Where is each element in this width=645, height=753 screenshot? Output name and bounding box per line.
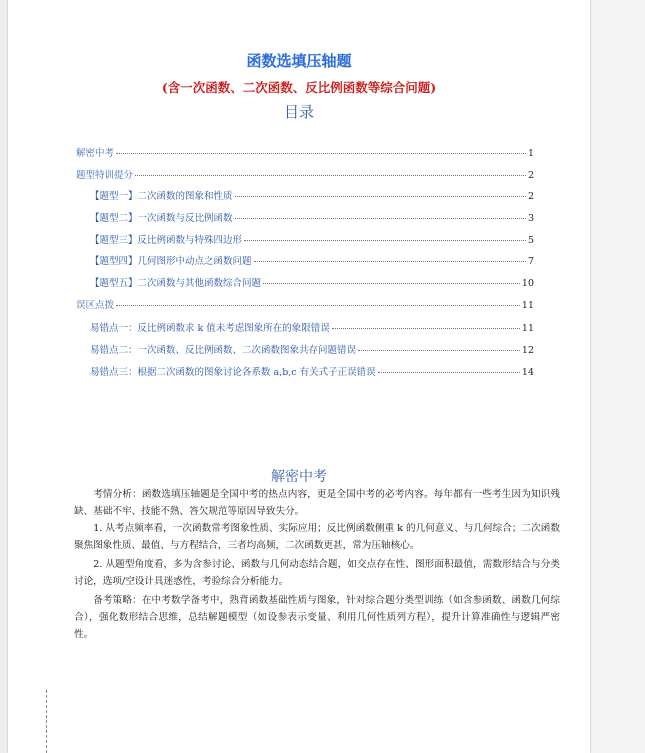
toc-entry-label: 误区点拨 [76, 300, 115, 311]
toc-entry-page: 7 [527, 256, 534, 267]
toc-leader [235, 218, 526, 219]
toc-entry[interactable] [90, 188, 534, 202]
toc-entry[interactable] [90, 275, 534, 289]
document-page [8, 0, 590, 753]
toc-entry[interactable] [90, 320, 534, 334]
scrollbar-track[interactable] [590, 0, 645, 753]
toc-entry-page: 2 [527, 191, 534, 202]
toc-entry[interactable] [90, 210, 534, 224]
toc-entry[interactable] [90, 364, 534, 378]
toc-entry[interactable] [76, 297, 534, 311]
table-of-contents [8, 0, 590, 380]
toc-entry-page: 11 [521, 300, 534, 311]
toc-entry-label: 易错点一：反比例函数求 k 值未考虑图象所在的象限错误 [90, 323, 330, 334]
toc-entry-page: 11 [521, 323, 534, 334]
margin-guide-line [46, 690, 47, 753]
toc-leader [244, 240, 526, 241]
toc-leader [378, 372, 520, 373]
toc-entry-page: 1 [527, 148, 534, 159]
toc-entry-label: 【题型一】二次函数的图象和性质 [90, 191, 233, 202]
toc-entry[interactable] [90, 342, 534, 356]
toc-leader [116, 305, 520, 306]
paragraph-question-type: 2. 从题型角度看，多为含参讨论、函数与几何动态结合题，如交点存在性、图形面积最值，需数形结合与分类讨论，选项/空设计具迷惑性，考验综合分析能力。 [74, 559, 560, 587]
toc-leader [332, 328, 520, 329]
toc-entry-label: 解密中考 [76, 148, 115, 159]
toc-leader [358, 350, 520, 351]
toc-leader [235, 196, 526, 197]
toc-entry-label: 【题型三】反比例函数与特殊四边形 [90, 235, 243, 246]
toc-leader [135, 175, 526, 176]
toc-entry[interactable] [76, 145, 534, 159]
toc-entry-page: 3 [527, 213, 534, 224]
toc-entry-label: 易错点三：根据二次函数的图象讨论各系数 a,b,c 有关式子正误错误 [90, 367, 376, 378]
toc-entry-page: 2 [527, 170, 534, 181]
toc-entry[interactable] [90, 253, 534, 267]
toc-entry-page: 5 [527, 235, 534, 246]
toc-leader [116, 153, 526, 154]
toc-entry-label: 【题型二】一次函数与反比例函数 [90, 213, 233, 224]
toc-leader [254, 261, 526, 262]
toc-entry-page: 12 [521, 345, 534, 356]
toc-entry-label: 【题型四】几何图形中动点之函数问题 [90, 256, 252, 267]
paragraph-point-frequency: 1. 从考点频率看，一次函数常考图象性质、实际应用；反比例函数侧重 k 的几何意义、与几何综合；二次函数聚焦图象性质、最值、与方程结合，三者均高频，二次函数更甚，常为压轴核心。 [74, 523, 560, 551]
section-title: 解密中考 [271, 469, 327, 485]
toc-entry[interactable] [76, 167, 534, 181]
toc-entry-page: 10 [521, 278, 534, 289]
toc-entry-label: 【题型五】二次函数与其他函数综合问题 [90, 278, 262, 289]
paragraph-exam-analysis: 考情分析：函数选填压轴题是全国中考的热点内容，更是全国中考的必考内容。每年都有一些考生因为知识残缺、基础不牢、技能不熟、答欠规范等原因导致失分。 [74, 489, 560, 517]
toc-entry-label: 题型特训提分 [76, 170, 134, 181]
toc-entry-page: 14 [521, 367, 534, 378]
toc-heading: 目录 [283, 103, 314, 121]
document-title: 函数选填压轴题 [246, 52, 352, 70]
toc-leader [263, 283, 520, 284]
toc-entry[interactable] [90, 232, 534, 246]
paragraph-strategy: 备考策略：在中考数学备考中，熟背函数基础性质与图象，针对综合题分类型训练（如含参函数、函数几何综合），强化数形结合思维，总结解题模型（如设参表示变量、利用几何性质列方程），提升计算准确性与逻辑严密性。 [74, 595, 560, 640]
toc-entry-label: 易错点二：一次函数、反比例函数、二次函数图象共存问题错误 [90, 345, 357, 356]
document-subtitle: (含一次函数、二次函数、反比例函数等综合问题) [161, 80, 437, 95]
